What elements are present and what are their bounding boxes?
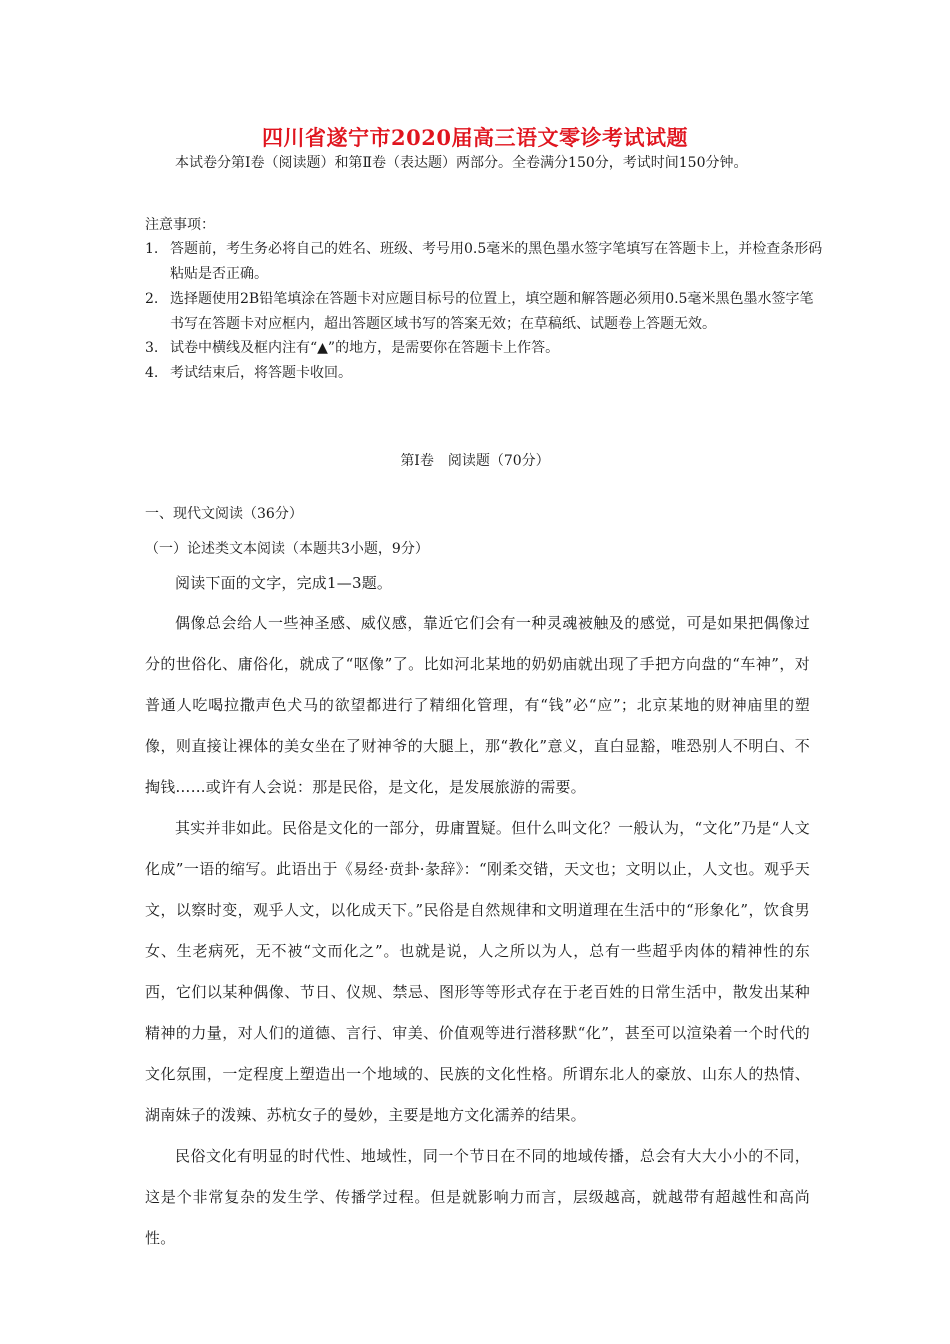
notice-item-text: 考试结束后，将答题卡收回。 xyxy=(170,365,352,381)
notice-item xyxy=(145,237,825,287)
passage-paragraph: 偶像总会给人一些神圣感、威仪感，靠近它们会有一种灵魂被触及的感觉，可是如果把偶像过分的世俗化、庸俗化，就成了“呕像”了。比如河北某地的奶奶庙就出现了手把方向盘的“车神”，对普通人吃喝拉撒声色犬马的欲望都进行了精细化管理，有“钱”必“应”；北京某地的财神庙里的塑像，则直接让裸体的美女坐在了财神爷的大腿上，那“教化”意义，直白显豁，唯恐别人不明白、不掏钱……或许有人会说：那是民俗，是文化，是发展旅游的需要。 xyxy=(145,614,810,796)
subpart-heading: （一）论述类文本阅读（本题共3小题，9分） xyxy=(145,541,429,557)
notice-item xyxy=(145,361,825,386)
notice-item xyxy=(145,287,825,337)
exam-description: 本试卷分第Ⅰ卷（阅读题）和第Ⅱ卷（表达题）两部分。全卷满分150分，考试时间150分钟。 xyxy=(175,155,748,171)
notice-item-number: 3. xyxy=(145,340,159,356)
notice-item-number: 2. xyxy=(145,291,159,307)
notice-item-number: 1. xyxy=(145,241,159,257)
notice-item-text: 试卷中横线及框内注有“▲”的地方，是需要你在答题卡上作答。 xyxy=(170,340,560,356)
notice-item-text: 选择题使用2B铅笔填涂在答题卡对应题目标号的位置上，填空题和解答题必须用0.5毫米黑色墨水签字笔书写在答题卡对应框内，超出答题区域书写的答案无效；在草稿纸、试题卷上答题无效。 xyxy=(170,291,814,332)
part-heading: 一、现代文阅读（36分） xyxy=(145,506,303,522)
notice-item-number: 4. xyxy=(145,365,159,381)
notice-item xyxy=(145,336,825,361)
notice-item-text: 答题前，考生务必将自己的姓名、班级、考号用0.5毫米的黑色墨水签字笔填写在答题卡上，并检查条形码粘贴是否正确。 xyxy=(170,241,823,282)
passage-paragraph: 民俗文化有明显的时代性、地域性，同一个节日在不同的地域传播，总会有大大小小的不同，这是个非常复杂的发生学、传播学过程。但是就影响力而言，层级越高，就越带有超越性和高尚性。 xyxy=(145,1147,810,1247)
passage-instruction: 阅读下面的文字，完成1—3题。 xyxy=(175,574,393,592)
section-title: 第Ⅰ卷 阅读题（70分） xyxy=(400,453,550,469)
page-title: 四川省遂宁市2020届高三语文零诊考试试题 xyxy=(262,125,688,150)
passage-paragraph: 其实并非如此。民俗是文化的一部分，毋庸置疑。但什么叫文化？一般认为，“文化”乃是“人文化成”一语的缩写。此语出于《易经·贲卦·彖辞》：“刚柔交错，天文也；文明以止，人文也。观乎天文，以察时变，观乎人文，以化成天下。”民俗是自然规律和文明道理在生活中的“形象化”，饮食男女、生老病死，无不被“文而化之”。也就是说，人之所以为人，总有一些超乎肉体的精神性的东西，它们以某种偶像、节日、仪规、禁忌、图形等等形式存在于老百姓的日常生活中，散发出某种精神的力量，对人们的道德、言行、审美、价值观等进行潜移默“化”，甚至可以渲染着一个时代的文化氛围，一定程度上塑造出一个地域的、民族的文化性格。所谓东北人的豪放、山东人的热情、湖南妹子的泼辣、苏杭女子的曼妙，主要是地方文化濡养的结果。 xyxy=(145,819,810,1124)
notice-heading: 注意事项： xyxy=(145,217,215,233)
reading-passage xyxy=(145,567,810,1259)
